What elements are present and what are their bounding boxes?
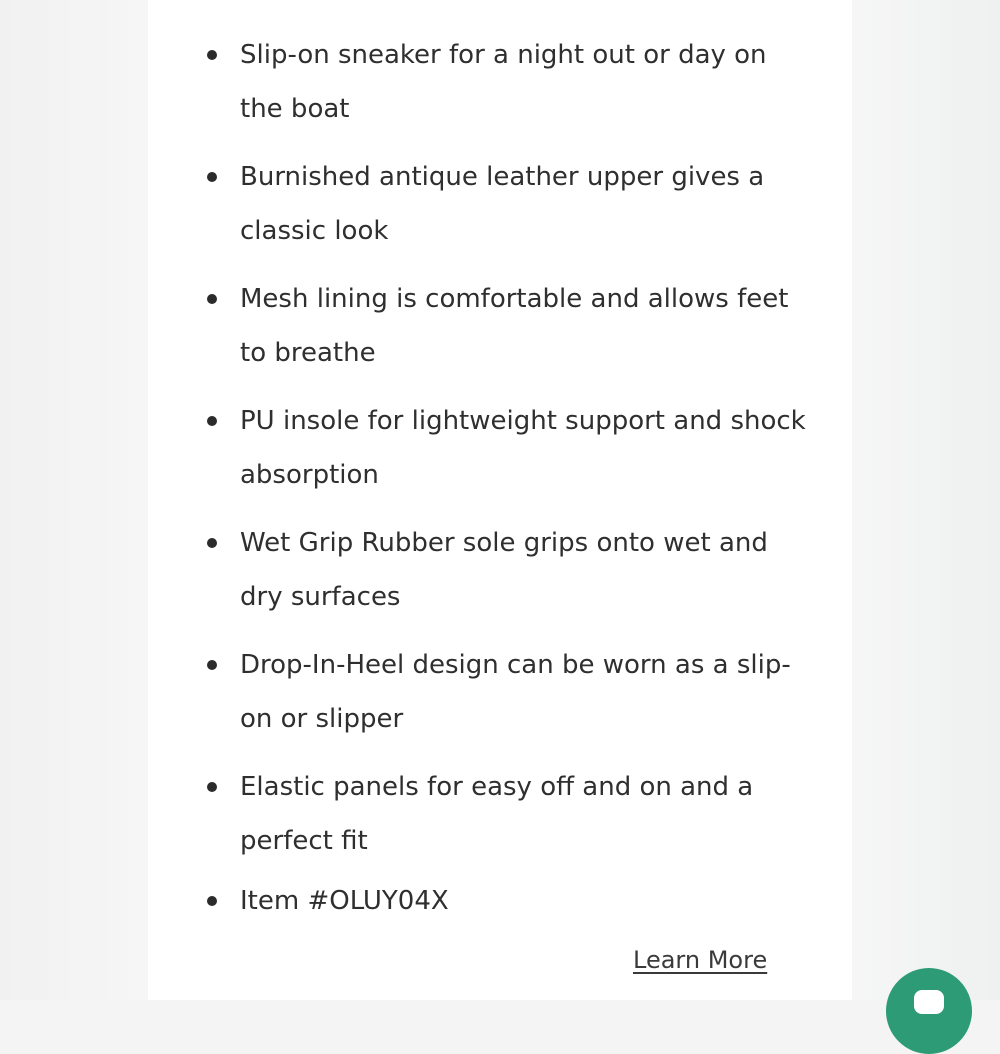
chat-button[interactable] <box>886 968 972 1054</box>
bullet-icon <box>207 782 217 792</box>
chat-bubble-icon <box>914 990 944 1014</box>
learn-more-link[interactable]: Learn More <box>633 946 768 974</box>
feature-text: Mesh lining is comfortable and allows feet to breathe <box>240 284 789 368</box>
feature-text: Slip-on sneaker for a night out or day on the boat <box>240 40 767 124</box>
product-details-panel <box>148 0 852 1000</box>
bullet-icon <box>207 172 217 182</box>
bullet-icon <box>207 416 217 426</box>
feature-text: Wet Grip Rubber sole grips onto wet and dry surfaces <box>240 528 768 612</box>
feature-text: Burnished antique leather upper gives a classic look <box>240 162 765 246</box>
bullet-icon <box>207 50 217 60</box>
bullet-icon <box>207 294 217 304</box>
feature-text: PU insole for lightweight support and shock absorption <box>240 406 806 490</box>
bullet-icon <box>207 538 217 548</box>
feature-text: Drop-In-Heel design can be worn as a slip-on or slipper <box>240 650 791 734</box>
bullet-icon <box>207 660 217 670</box>
bullet-icon <box>207 896 217 906</box>
feature-text: Item #OLUY04X <box>240 886 449 916</box>
feature-text: Elastic panels for easy off and on and a perfect fit <box>240 772 754 856</box>
background-left <box>0 0 148 1000</box>
background-right <box>852 0 1000 1000</box>
